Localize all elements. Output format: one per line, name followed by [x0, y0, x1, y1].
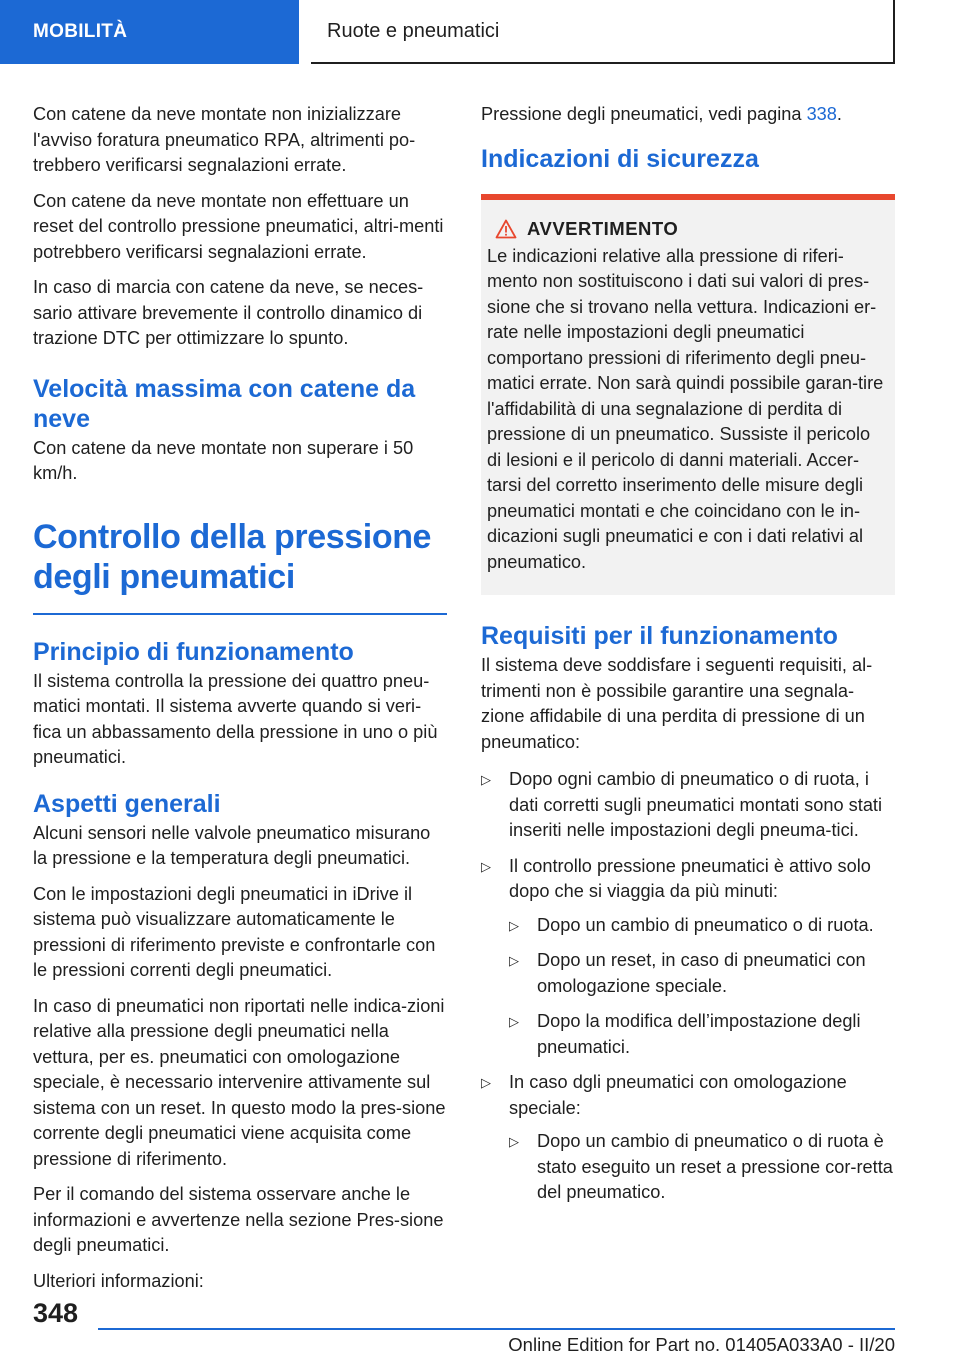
warning-header [495, 218, 889, 240]
warning-box [481, 200, 895, 596]
right-column [481, 102, 895, 1216]
paragraph: Con catene da neve montate non superare i 50 km/h. [33, 437, 414, 483]
bullet-triangle-icon: ▷ [509, 953, 519, 968]
list-item-text: Dopo un cambio di pneumatico o di ruota. [537, 914, 874, 935]
section-tab: MOBILITÀ [0, 0, 299, 64]
list-item-text: Dopo ogni cambio di pneumatico o di ruota, i dati corretti sugli pneumatici montati sono stati inseriti nelle impostazioni degli pneuma-tici. [509, 769, 883, 840]
list-item [481, 767, 895, 844]
list-item [509, 948, 895, 999]
paragraph: Con le impostazioni degli pneumatici in iDrive il sistema può visualizzare automaticamente le pressioni di riferimento previste e confrontarle con le pressioni correnti degli pneumatici. [33, 883, 436, 980]
page-reference [481, 102, 895, 128]
paragraph: In caso di marcia con catene da neve, se neces-sario attivare brevemente il controllo dinamico di trazione DTC per ottimizzare lo spunto. [33, 277, 424, 348]
list-item [509, 1129, 895, 1206]
warning-triangle-icon [495, 219, 517, 239]
paragraph: Ulteriori informazioni: [33, 1270, 204, 1291]
list-item [509, 913, 895, 939]
paragraph: Il sistema deve soddisfare i seguenti requisiti, al-trimenti non è possibile garantire una segnala-zione affidabile di una perdita di pressione di un pneumatico: [481, 655, 873, 752]
bullet-triangle-icon: ▷ [509, 1014, 519, 1029]
page-number: 348 [33, 1298, 79, 1328]
heading-speed: Velocità massima con catene da neve [33, 374, 416, 433]
list-item-text: In caso dgli pneumatici con omologazione speciale: [509, 1072, 847, 1118]
sub-list [509, 913, 895, 1061]
bullet-triangle-icon: ▷ [481, 772, 491, 787]
reference-text: Pressione degli pneumatici, vedi pagina [481, 104, 807, 124]
requirements-list [481, 767, 895, 1206]
paragraph: Con catene da neve montate non inizializzare l'avviso foratura pneumatico RPA, altrimenti po-trebbero verificarsi segnalazioni errate. [33, 104, 416, 175]
paragraph: Con catene da neve montate non effettuare un reset del controllo pressione pneumatici, altri-menti potrebbero verificarsi segnalazioni errate. [33, 190, 444, 262]
list-item [481, 854, 895, 1061]
paragraph: Il sistema controlla la pressione dei quattro pneu-matici montati. Il sistema avverte quando si veri-fica un abbassamento della pressione in uno o più pneumatici. [33, 670, 438, 767]
paragraph: In caso di pneumatici non riportati nelle indica-zioni relative alla pressione degli pneumatici nella vettura, per es. pneumatici con omologazione speciale, è necessario intervenire attivamente sul sistema con un reset. In questo modo la pres-sione corrente degli pneumatici viene acquisita come pressione di riferimento. [33, 995, 446, 1169]
heading-requirements: Requisiti per il funzionamento [481, 622, 838, 650]
list-item-text: Dopo un reset, in caso di pneumatici con omologazione speciale. [537, 950, 866, 996]
heading-safety: Indicazioni di sicurezza [481, 144, 759, 173]
heading-tire-pressure: Controllo della pressione degli pneumatici [33, 517, 432, 596]
footer-rule [98, 1328, 895, 1330]
list-item [509, 1009, 895, 1060]
list-item-text: Dopo la modifica dell’impostazione degli pneumatici. [537, 1011, 861, 1057]
heading-rule [33, 613, 447, 615]
chapter-title: Ruote e pneumatici [311, 0, 895, 64]
bullet-triangle-icon: ▷ [509, 917, 519, 933]
page-link[interactable]: 338 [806, 104, 837, 124]
warning-title: AVVERTIMENTO [527, 217, 679, 239]
list-item-text: Dopo un cambio di pneumatico o di ruota è stato eseguito un reset a pressione cor-retta del pneumatico. [537, 1131, 893, 1202]
sub-list [509, 1129, 895, 1206]
heading-general: Aspetti generali [33, 789, 221, 818]
warning-text: Le indicazioni relative alla pressione di riferi-mento non sostituiscono i dati sui valori di pres-sione che si trovano nella vettura. Indicazioni er-rate nelle impostazioni degli pneumatici comportano pressioni di riferimento degli pneu-matici errate. Non sarà quindi possibile garan-tire l'affidabilità di una segnalazione di perdita di pressione di un pneumatico. Sussiste il pericolo di lesioni e il pericolo di danni materiali. Accer-tarsi del corretto inserimento delle misure degli pneumatici montati e che coincidano con le in-dicazioni sugli pneumatici e con i dati relativi al pneumatico. [487, 245, 884, 572]
left-column [33, 102, 447, 1304]
bullet-triangle-icon: ▷ [481, 858, 491, 874]
paragraph: Alcuni sensori nelle valvole pneumatico misurano la pressione e la temperatura degli pneumatici. [33, 822, 431, 868]
reference-end: . [836, 104, 842, 124]
paragraph: Per il comando del sistema osservare anche le informazioni e avvertenze nella sezione Pres-sione degli pneumatici. [33, 1184, 444, 1255]
bullet-triangle-icon: ▷ [481, 1075, 491, 1090]
edition-text: Online Edition for Part no. 01405A033A0 - II/20 [508, 1334, 895, 1355]
bullet-triangle-icon: ▷ [509, 1134, 519, 1149]
list-item-text: Il controllo pressione pneumatici è attivo solo dopo che si viaggia da più minuti: [509, 855, 871, 901]
heading-principle: Principio di funzionamento [33, 637, 354, 666]
list-item [481, 1070, 895, 1206]
